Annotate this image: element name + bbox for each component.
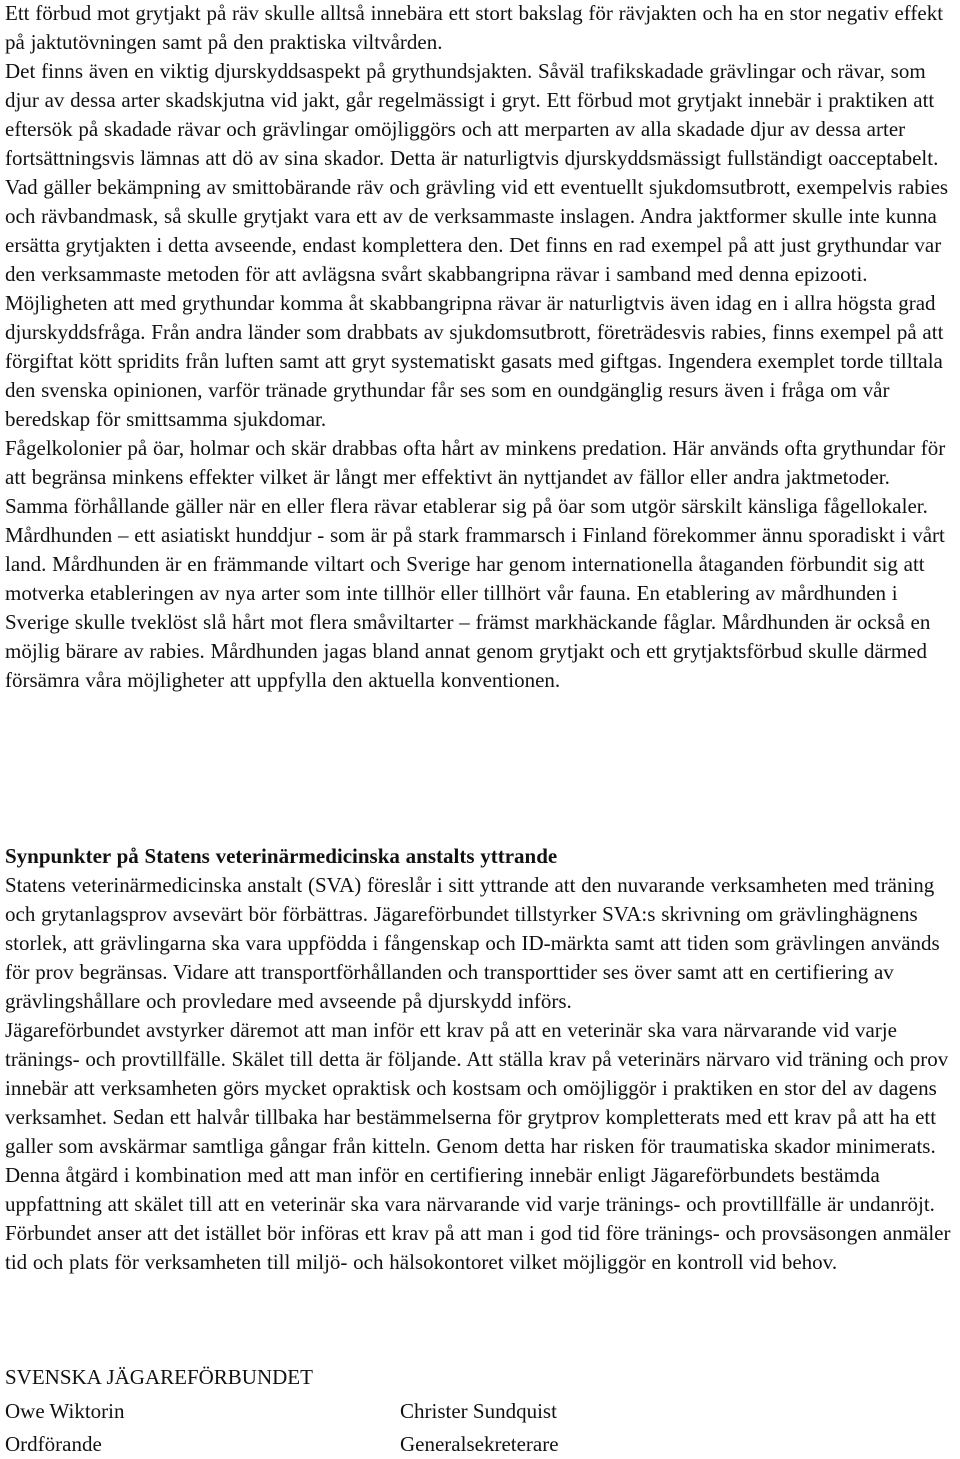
signature-names-row — [5, 1397, 955, 1426]
signatory-left-title: Ordförande — [5, 1432, 102, 1456]
signatory-right-name: Christer Sundquist — [400, 1399, 557, 1423]
signatory-left-name: Owe Wiktorin — [5, 1399, 125, 1423]
body-section-main — [5, 0, 955, 695]
paragraph-animal-welfare: Det finns även en viktig djurskyddsaspekt på grythundsjakten. Såväl trafikskadade grävlingar och rävar, som djur av dessa arter skadskjutna vid jakt, går regelmässigt i gryt. Ett förbud mot grytjakt innebär i praktiken att eftersök på skadade rävar och grävlingar omöjliggörs och att merparten av alla skadade djur av dessa arter fortsättningsvis lämnas att dö av sina skador. Detta är naturligtvis djurskyddsmässigt fullständigt oacceptabelt. — [5, 59, 939, 170]
paragraph-sva-proposal: Statens veterinärmedicinska anstalt (SVA) föreslår i sitt yttrande att den nuvarande verksamheten med träning och grytanlagsprov avsevärt bör förbättras. Jägareförbundet tillstyrker SVA:s skrivning om grävlinghägnens storlek, att grävlingarna ska vara uppfödda i fångenskap och ID-märkta samt att tiden som grävlingen används för prov begränsas. Vidare att transportförhållanden och transporttider ses över samt att en certifiering av grävlingshållare och provledare med avseende på djurskydd införs. — [5, 873, 940, 1013]
section-heading: Synpunkter på Statens veterinärmedicinska anstalts yttrande — [5, 844, 558, 868]
signature-titles-row — [5, 1430, 955, 1459]
signature-organization: SVENSKA JÄGAREFÖRBUNDET — [5, 1365, 313, 1389]
paragraph-veterinarian-objection: Jägareförbundet avstyrker däremot att man inför ett krav på att en veterinär ska vara närvarande vid varje tränings- och provtillfälle. Skälet till detta är följande. Att ställa krav på veterinärs närvaro vid träning och prov innebär att verksamheten görs mycket opraktisk och kostsam och omöjliggör i praktiken en stor del av dagens verksamhet. Sedan ett halvår tillbaka har bestämmelserna för grytprov kompletterats med ett krav på att ha ett galler som avskärmar samtliga gångar från kitteln. Genom detta har risken för traumatiska skador minimerats. Denna åtgärd i kombination med att man inför en certifiering innebär enligt Jägareförbundets bestämda uppfattning att skälet till att en veterinär ska vara närvarande vid varje tränings- och provtillfälle är undanröjt. Förbundet anser att det istället bör införas ett krav på att man i god tid före tränings- och provsäsongen anmäler tid och plats för verksamheten till miljö- och hälsokontoret vilket möjliggör en kontroll vid behov. — [5, 1018, 951, 1274]
paragraph-raccoon-dog: Mårdhunden – ett asiatiskt hunddjur - som är på stark frammarsch i Finland förekommer ännu sporadiskt i vårt land. Mårdhunden är en främmande viltart och Sverige har genom internationella åtaganden förbundit sig att motverka etableringen av nya arter som inte tillhör eller tillhört vår fauna. En etablering av mårdhunden i Sverige skulle tveklöst slå hårt mot flera småviltarter – främst markhäckande fåglar. Mårdhunden är också en möjlig bärare av rabies. Mårdhunden jagas bland annat genom grytjakt och ett grytjaktsförbud skulle därmed försämra våra möjligheter att uppfylla den aktuella konventionen. — [5, 523, 945, 692]
paragraph-bird-colonies: Fågelkolonier på öar, holmar och skär drabbas ofta hårt av minkens predation. Här används ofta grythundar för att begränsa minkens effekter vilket är långt mer effektivt än nyttjandet av fällor eller andra jaktmetoder. Samma förhållande gäller när en eller flera rävar etablerar sig på öar som utgör särskilt känsliga fågellokaler. — [5, 436, 946, 518]
paragraph-rave-ban-consequence: Ett förbud mot grytjakt på räv skulle alltså innebära ett stort bakslag för rävjakten och ha en stor negativ effekt på jaktutövningen samt på den praktiska viltvården. — [5, 1, 944, 54]
body-section-sva — [5, 871, 955, 1277]
paragraph-disease-control: Vad gäller bekämpning av smittobärande räv och grävling vid ett eventuellt sjukdomsutbrott, exempelvis rabies och rävbandmask, så skulle grytjakt vara ett av de verksammaste inslagen. Andra jaktformer skulle inte kunna ersätta grytjakten i detta avseende, endast komplettera den. Det finns en rad exempel på att just grythundar var den verksammaste metoden för att avlägsna svårt skabbangripna rävar i samband med denna epizooti. Möjligheten att med grythundar komma åt skabbangripna rävar är naturligtvis även idag en i allra högsta grad djurskyddsfråga. Från andra länder som drabbats av sjukdomsutbrott, företrädesvis rabies, finns exempel på att förgiftat kött spridits från luften samt att gryt systematiskt gasats med giftgas. Ingendera exemplet torde tilltala den svenska opinionen, varför tränade grythundar får ses som en oundgänglig resurs även i fråga om vår beredskap för smittsamma sjukdomar. — [5, 175, 949, 431]
signatory-right-title: Generalsekreterare — [400, 1432, 559, 1456]
